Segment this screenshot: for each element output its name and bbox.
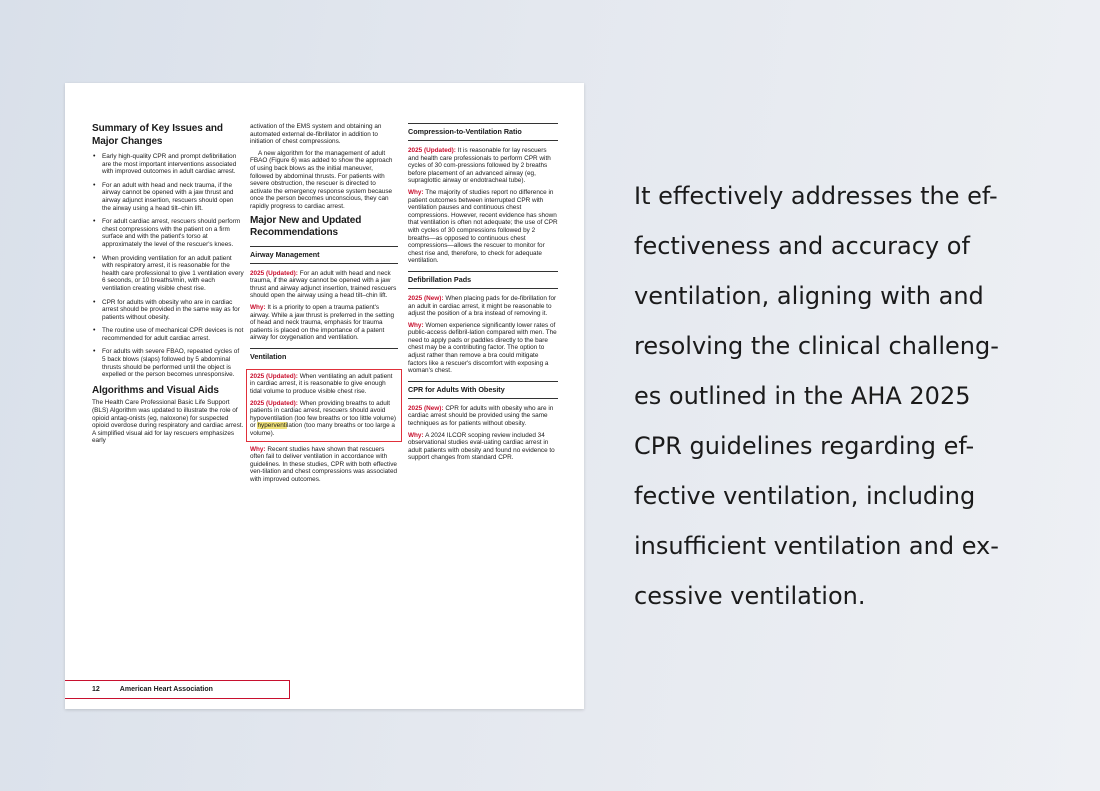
page-footer [65,680,290,699]
airway-why-text: It is a priority to open a trauma patient's airway. While a jaw thrust is preferred in the setting of head and neck trauma, emphasis for trauma patients is placed on the importance of a patent airway for oxygenation and ventilation. [250,303,395,342]
document-page [65,83,584,709]
airway-why [250,304,398,342]
why-tag: Why: [250,303,266,311]
column-left [92,123,244,449]
subhead-defibrillation: Defibrillation Pads [408,271,558,289]
column-right [408,123,558,466]
why-tag: Why: [408,321,424,329]
airway-recommendation [250,270,398,300]
defib-recommendation [408,295,558,318]
obesity-text: CPR for adults with obesity who are in cardiac arrest should be provided using the same techniques as for patients without obesity. [408,404,554,428]
paragraph-fbao: A new algorithm for the management of adult FBAO (Figure 6) was added to show the approach of using back blows as the initial maneuver, followed by abdominal thrusts. For patients with severe obstruction, the rescuer is directed to activate the emergency response system because once the person becomes unconscious, they can rapidly progress to cardiac arrest. [250,149,393,210]
ventilation-highlight-box [246,369,402,442]
vent2-text-end: lation (too many breaths or too large a volume). [250,422,395,438]
subhead-airway: Airway Management [250,246,398,264]
airway-text: For an adult with head and neck trauma, if the airway cannot be opened with a jaw thrust and airway adjunct insertion, trained rescuers should open the airway using a head tilt–chin lift. [250,269,397,300]
defib-text: When placing pads for de-fibrillation for an adult in cardiac arrest, it might be reasonable to adjust the position of a bra instead of removing it. [408,294,557,318]
obesity-recommendation [408,405,558,428]
new-tag: 2025 (New): [408,404,444,412]
obesity-why [408,432,558,462]
summary-bullet: • For adult cardiac arrest, rescuers should perform chest compressions with the patient on a firm surface and with the patient's torso at approximately the level of the rescuer's knees. [92,218,244,248]
summary-bullet: • The routine use of mechanical CPR devices is not recommended for adult cardiac arrest. [92,327,244,342]
summary-bullet: • Early high-quality CPR and prompt defibrillation are the most important interventions associated with improved outcomes in adult cardiac arrest. [92,153,244,176]
paragraph-ems: activation of the EMS system and obtaining an automated external de-fibrillator in addition to initiation of chest compressions. [250,123,382,146]
heading-summary: Summary of Key Issues and Major Changes [92,123,223,147]
highlighted-text: hyperventi [257,422,287,430]
vent2-text: When providing breaths to adult patients in cardiac arrest, rescuers should avoid hypoventilation (too few breaths or too little volume) or [250,399,396,430]
caption-line: es outlined in the AHA 2025 [634,382,971,410]
ventilation-why [250,446,398,484]
caption-line: CPR guidelines regarding ef- [634,432,975,460]
why-tag: Why: [408,188,424,196]
caption-line: cessive ventilation. [634,582,866,610]
heading-major-new: Major New and Updated Recommendations [250,214,362,239]
caption-line: fectiveness and accuracy of [634,232,970,260]
ventilation-why-text: Recent studies have shown that rescuers often fail to deliver ventilation in accordance with guidelines. In these studies, CPR with both effective ven-tilation and chest compressions was associated with improved outcomes. [250,445,398,483]
caption-text [634,171,1074,621]
summary-bullet: • For an adult with head and neck trauma, if the airway cannot be opened with a jaw thrust and airway adjunct insertion, rescuers should open the airway using a head tilt–chin lift. [92,182,244,212]
algorithms-paragraph: The Health Care Professional Basic Life Support (BLS) Algorithm was updated to illustrate the role of opioid antag-onists (eg, naloxone) for suspected opioid overdose during respiratory and cardiac arrest. A simplified visual aid for lay rescuers emphasizes early [92,399,244,445]
ratio-text: It is reasonable for lay rescuers and health care professionals to perform CPR with cycles of 30 com-pressions followed by 2 breaths before placement of an advanced airway (eg, supraglottic airway or endotracheal tube). [408,147,551,185]
subhead-obesity: CPR for Adults With Obesity [408,381,558,399]
update-tag: 2025 (Updated): [408,147,456,154]
caption-line: ventilation, aligning with and [634,282,984,310]
caption-line: resolving the clinical challeng- [634,332,999,360]
defib-why-text: Women experience significantly lower rates of public-access defibril-lation compared with men. The need to apply pads or paddles directly to the bare chest may be a contributing factor. The option to adjust rather than remove a bra could mitigate factors like a rescuer's discomfort with exposing a woman's chest. [408,321,557,375]
obesity-why-text: A 2024 ILCOR scoping review included 34 observational studies eval-uating cardiac arrest in adult patients with obesity and found no evidence to support changes from standard CPR. [408,431,555,462]
summary-bullet: • CPR for adults with obesity who are in cardiac arrest should be provided in the same way as for patients without obesity. [92,299,244,322]
summary-bullet: • When providing ventilation for an adult patient with respiratory arrest, it is reasonable for the health care professional to give 1 ventilation every 6 seconds, or 10 breaths/min, with each ventilation creating visible chest rise. [92,255,244,293]
ratio-why [408,189,558,265]
ventilation-recommendation-1 [250,373,398,396]
ratio-recommendation [408,147,558,185]
update-tag: 2025 (Updated): [250,372,298,380]
vent1-text: When ventilating an adult patient in cardiac arrest, it is reasonable to give enough tidal volume to produce visible chest rise. [250,372,393,396]
subhead-ratio: Compression-to-Ventilation Ratio [408,123,558,141]
page-number: 12 [92,686,100,693]
why-tag: Why: [250,445,266,453]
footer-organization: American Heart Association [119,686,213,693]
update-tag: 2025 (Updated): [250,399,298,407]
caption-line: fective ventilation, including [634,482,976,510]
ventilation-recommendation-2 [250,400,398,438]
summary-bullet-list [92,153,244,379]
ratio-why-text: The majority of studies report no difference in patient outcomes between interrupted CPR with ventilation pauses and continuous chest compressions. However, recent evidence has shown that ventilation is often not adequate; the use of CPR with cycles of 30 compressions followed by 2 breaths—as opposed to continuous chest compressions—allows the rescuer to monitor for chest rise and, therefore, to check for adequate ventilation. [408,188,558,265]
update-tag: 2025 (Updated): [250,269,298,277]
heading-algorithms: Algorithms and Visual Aids [92,384,219,396]
defib-why [408,322,558,375]
caption-line: It effectively addresses the ef- [634,182,998,210]
column-middle [250,123,398,488]
summary-bullet: • For adults with severe FBAO, repeated cycles of 5 back blows (slaps) followed by 5 abdominal thrusts should be performed until the object is expelled or the person becomes unresponsive. [92,348,244,378]
new-tag: 2025 (New): [408,294,444,302]
caption-line: insufficient ventilation and ex- [634,532,999,560]
subhead-ventilation: Ventilation [250,348,398,363]
why-tag: Why: [408,431,424,439]
